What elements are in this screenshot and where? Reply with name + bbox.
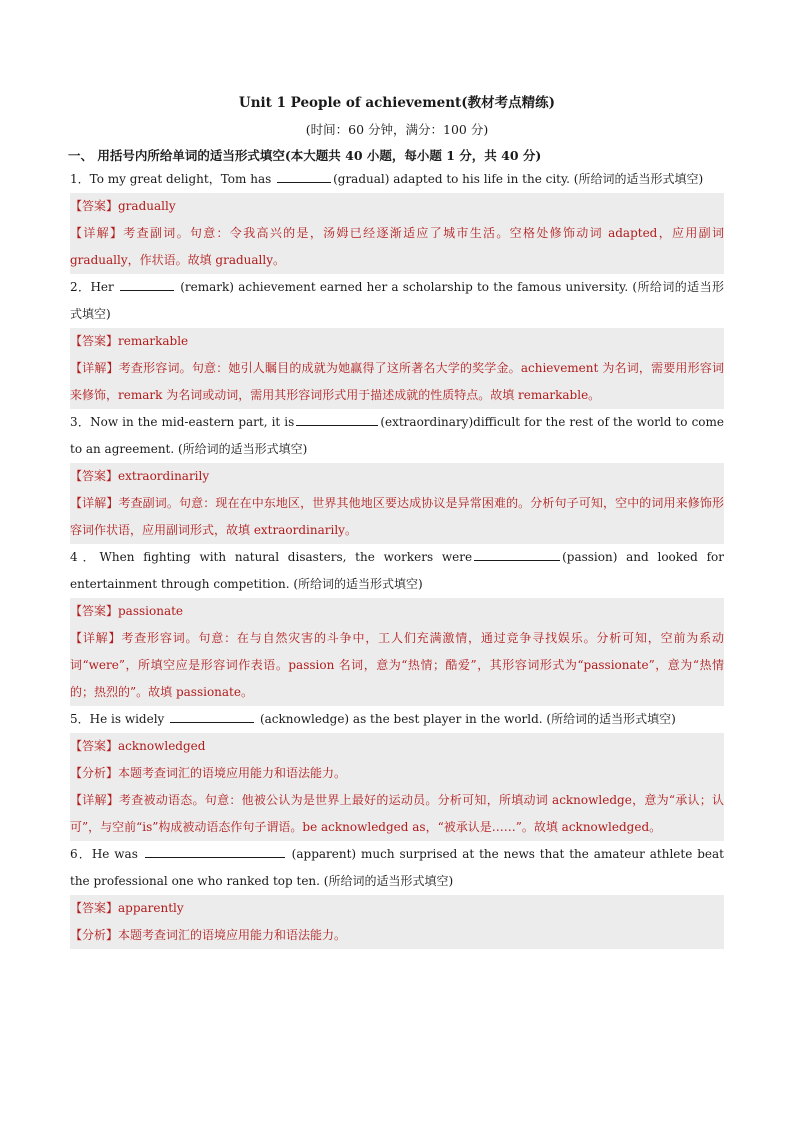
question-4-text-b: (passion) and looked for entertainment through competition. (所给词的适当形式填空) — [70, 550, 724, 591]
question-6 — [70, 841, 724, 895]
question-2-answer: 【答案】remarkable — [70, 328, 724, 355]
question-6-answer: 【答案】apparently — [70, 895, 724, 922]
question-1-text-b: (gradual) adapted to his life in the city. (所给词的适当形式填空) — [333, 172, 704, 186]
question-5 — [70, 706, 724, 733]
section-heading: 一、 用括号内所给单词的适当形式填空(本大题共 40 小题，每小题 1 分，共 40 分) — [68, 148, 542, 163]
question-2-text-b: (remark) achievement earned her a scholarship to the famous university. (所给词的适当形式填空) — [70, 280, 724, 321]
question-5-detail: 【详解】考查被动语态。句意：他被公认为是世界上最好的运动员。分析可知，所填动词 acknowledge，意为“承认；认可”，与空前“is”构成被动语态作句子谓语。be acknowledged as，“被承认是……”。故填 acknowledged。 — [70, 787, 724, 841]
question-5-answer: 【答案】acknowledged — [70, 733, 724, 760]
question-6-analysis: 【分析】本题考查词汇的语境应用能力和语法能力。 — [70, 922, 724, 949]
question-1 — [70, 166, 724, 193]
question-1-text-a: 1．To my great delight，Tom has — [70, 172, 276, 186]
document-page — [70, 90, 724, 949]
answer-blank — [120, 278, 174, 291]
question-4 — [70, 544, 724, 598]
question-3-text-b: (extraordinary)difficult for the rest of the world to come to an agreement. (所给词的适当形式填空) — [70, 415, 725, 456]
answer-blank — [474, 548, 560, 561]
document-subtitle: (时间：60 分钟，满分：100 分) — [305, 122, 489, 137]
question-4-answer: 【答案】passionate — [70, 598, 724, 625]
question-4-text-a: 4．When fighting with natural disasters, the workers were — [70, 550, 473, 564]
question-4-detail: 【详解】考查形容词。句意：在与自然灾害的斗争中，工人们充满激情，通过竞争寻找娱乐。分析可知，空前为系动词“were”，所填空应是形容词作表语。passion 名词，意为“热情；酷爱”，其形容词形式为“passionate”，意为“热情的；热烈的”。故填 passionate。 — [70, 625, 724, 706]
question-1-detail: 【详解】考查副词。句意：令我高兴的是，汤姆已经逐渐适应了城市生活。空格处修饰动词 adapted，应用副词 gradually，作状语。故填 gradually。 — [70, 220, 724, 274]
question-5-analysis: 【分析】本题考查词汇的语境应用能力和语法能力。 — [70, 760, 724, 787]
question-3-text-a: 3．Now in the mid-eastern part, it is — [70, 415, 295, 429]
question-2-detail: 【详解】考查形容词。句意：她引人瞩目的成就为她赢得了这所著名大学的奖学金。achievement 为名词，需要用形容词来修饰，remark 为名词或动词，需用其形容词形式用于描述成就的性质特点。故填 remarkable。 — [70, 355, 724, 409]
question-3-detail: 【详解】考查副词。句意：现在在中东地区，世界其他地区要达成协议是异常困难的。分析句子可知，空中的词用来修饰形容词作状语，应用副词形式，故填 extraordinarily。 — [70, 490, 724, 544]
question-1-answer: 【答案】gradually — [70, 193, 724, 220]
question-3-answer: 【答案】extraordinarily — [70, 463, 724, 490]
answer-blank — [170, 710, 254, 723]
question-2 — [70, 274, 724, 328]
question-5-text-b: (acknowledge) as the best player in the world. (所给词的适当形式填空) — [256, 712, 676, 726]
question-6-text-b: (apparent) much surprised at the news that the amateur athlete beat the professional one who ranked top ten. (所给词的适当形式填空) — [70, 847, 724, 888]
question-2-text-a: 2．Her — [70, 280, 118, 294]
answer-blank — [145, 845, 285, 858]
document-title: Unit 1 People of achievement(教材考点精练) — [238, 95, 556, 111]
question-5-text-a: 5．He is widely — [70, 712, 169, 726]
answer-blank — [296, 413, 378, 426]
answer-blank — [277, 170, 331, 183]
question-3 — [70, 409, 724, 463]
question-6-text-a: 6．He was — [70, 847, 143, 861]
